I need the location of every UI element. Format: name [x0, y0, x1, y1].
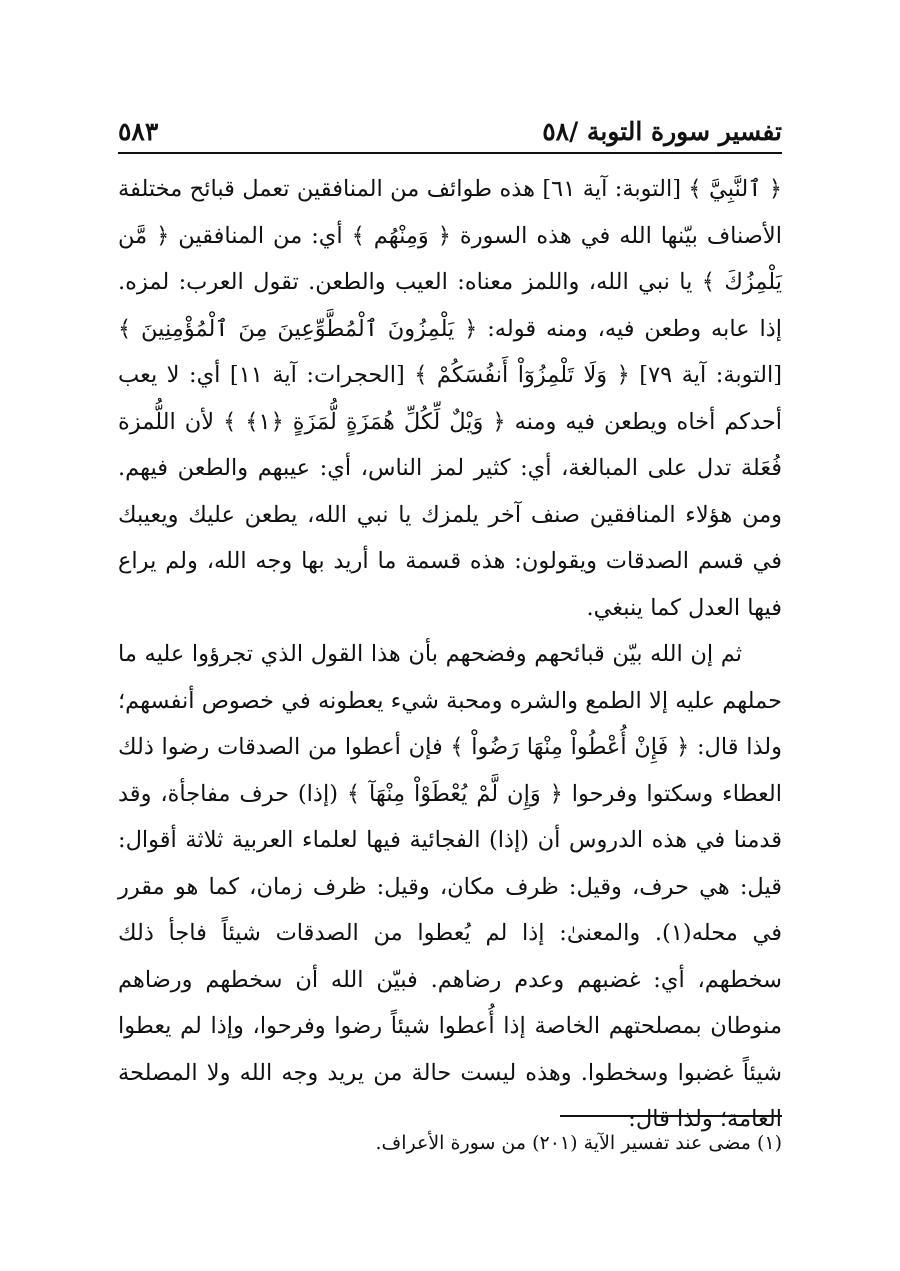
page-number: ٥٨٣ — [118, 117, 159, 146]
page-header — [118, 108, 782, 146]
running-title: تفسير سورة التوبة /٥٨ — [542, 117, 782, 146]
paragraph-2: ثم إن الله بيّن قبائحهم وفضحهم بأن هذا القول الذي تجرؤوا عليه ما حملهم عليه إلا الطمع والشره ومحبة شيء يعطونه في خصوص أنفسهم؛ ولذا قال: ﴿ فَإِنْ أُعْطُواْ مِنْهَا رَضُواْ ﴾ فإن أعطوا من الصدقات رضوا ذلك العطاء وسكتوا وفرحوا ﴿ وَإِن لَّمْ يُعْطَوْاْ مِنْهَآ ﴾ (إذا) حرف مفاجأة، وقد قدمنا في هذه الدروس أن (إذا) الفجائية فيها لعلماء العربية ثلاثة أقوال: قيل: هي حرف، وقيل: ظرف مكان، وقيل: ظرف زمان، كما هو مقرر في محله(١). والمعنىٰ: إذا لم يُعطوا من الصدقات شيئاً فاجأ ذلك سخطهم، أي: غضبهم وعدم رضاهم. فبيّن الله أن سخطهم ورضاهم منوطان بمصلحتهم الخاصة إذا أُعطوا شيئاً رضوا وفرحوا، وإذا لم يعطوا شيئاً غضبوا وسخطوا. وهذه ليست حالة من يريد وجه الله ولا المصلحة العامة؛ ولذا قال: — [118, 641, 782, 1132]
header-rule — [118, 152, 782, 154]
paragraph-1: ﴿ ٱلنَّبِيَّ ﴾ [التوبة: آية ٦١] هذه طوائف من المنافقين تعمل قبائح مختلفة الأصناف بيّنها الله في هذه السورة ﴿ وَمِنْهُم ﴾ أي: من المنافقين ﴿ مَّن يَلْمِزُكَ ﴾ يا نبي الله، واللمز معناه: العيب والطعن. تقول العرب: لمزه. إذا عابه وطعن فيه، ومنه قوله: ﴿ يَلْمِزُونَ ٱلْمُطَّوِّعِينَ مِنَ ٱلْمُؤْمِنِينَ ﴾ [التوبة: آية ٧٩] ﴿ وَلَا تَلْمِزُوٓاْ أَنفُسَكُمْ ﴾ [الحجرات: آية ١١] أي: لا يعب أحدكم أخاه ويطعن فيه ومنه ﴿ وَيْلٌ لِّكُلِّ هُمَزَةٍ لُّمَزَةٍ ﴿١﴾ ﴾ لأن اللُّمزة فُعَلة تدل على المبالغة، أي: كثير لمز الناس، أي: عيبهم والطعن فيهم. ومن هؤلاء المنافقين صنف آخر يلمزك يا نبي الله، يطعن عليك ويعيبك في قسم الصدقات ويقولون: هذه قسمة ما أريد بها وجه الله، ولم يراع فيها العدل كما ينبغي. — [118, 176, 782, 621]
footnote-rule — [560, 1115, 782, 1117]
body-text — [118, 166, 782, 1143]
footnote: (١) مضى عند تفسير الآية (٢٠١) من سورة الأعراف. — [375, 1132, 782, 1154]
